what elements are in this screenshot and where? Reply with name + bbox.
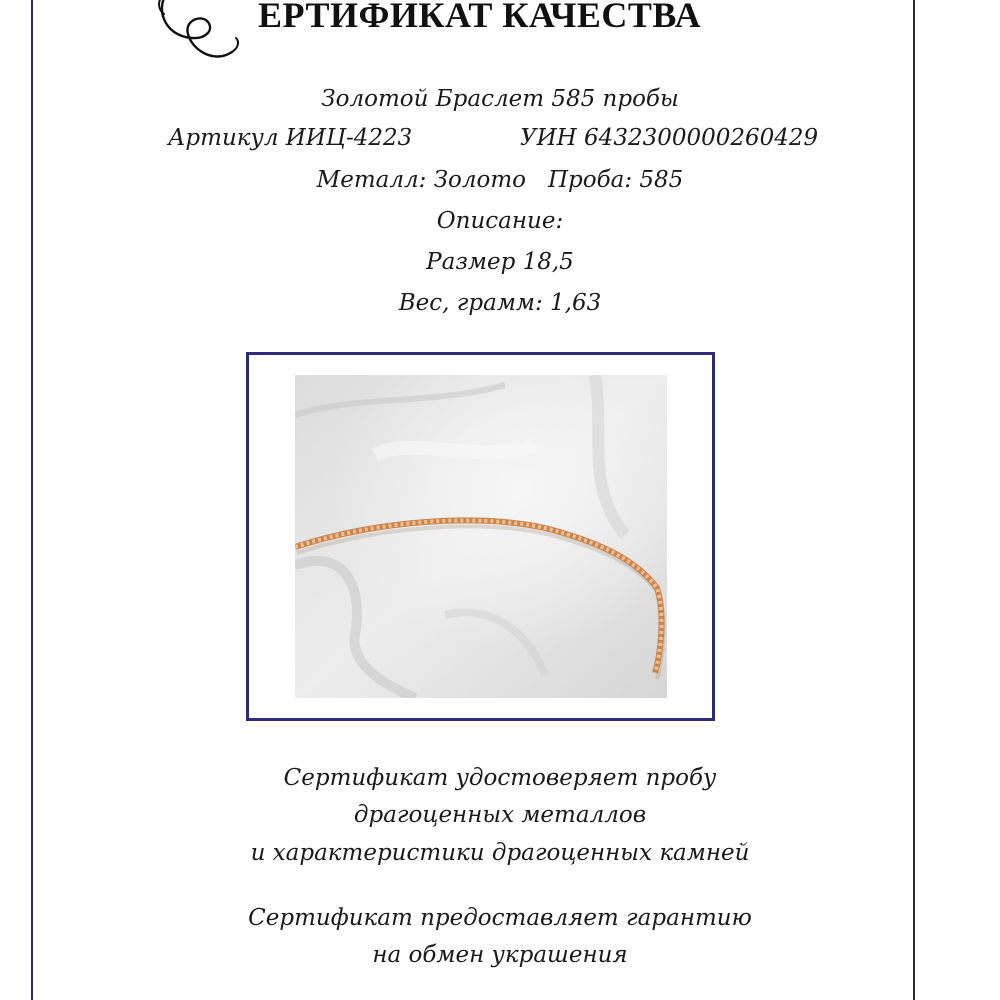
bracelet-photo [295,375,667,698]
article-number: Артикул ИИЦ-4223 [168,125,413,151]
uin-number: УИН 6432300000260429 [520,125,819,151]
footer-line-5: на обмен украшения [372,942,628,968]
footer-line-3: и характеристики драгоценных камней [250,840,750,866]
certificate-header [140,0,840,73]
description-label: Описание: [436,208,564,234]
photo-frame [246,352,715,721]
footer-line-2: драгоценных металлов [353,802,647,828]
metal-and-fineness: Металл: Золото Проба: 585 [316,167,684,193]
product-name: Золотой Браслет 585 пробы [321,86,679,112]
size-value: Размер 18,5 [426,249,574,275]
script-c-monogram-icon [148,0,248,73]
gold-bracelet-chain-image [295,375,667,698]
footer-line-4: Сертификат предоставляет гарантию [248,905,752,931]
footer-line-1: Сертификат удостоверяет пробу [283,765,717,791]
certificate-title: ЕРТИФИКАТ КАЧЕСТВА [258,0,702,35]
weight-value: Вес, грамм: 1,63 [398,290,602,316]
